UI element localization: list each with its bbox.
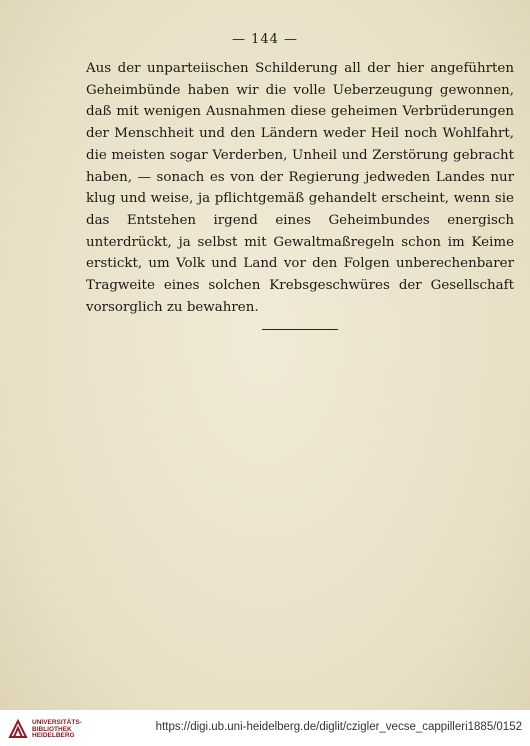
university-logo-icon (8, 719, 28, 739)
logo-text (32, 720, 82, 740)
page-number: — 144 — (231, 32, 299, 47)
source-url-link[interactable]: https://digi.ub.uni-heidelberg.de/diglit/czigler_vecse_cappilleri1885/0152 (155, 721, 522, 733)
logo-line: BIBLIOTHEK (32, 725, 72, 733)
body-paragraph: Aus der unparteiischen Schilderung all der hier angeführten Geheimbünde haben wir die volle Ueberzeugung gewonnen, daß mit wenigen Ausnahmen diese geheimen Verbrüderungen der Menschheit und den Ländern weder Heil noch Wohlfahrt, die meisten sogar Verderben, Unheil und Zerstörung gebracht haben, — sonach es von der Regierung jedweden Landes nur klug und weise, ja pflichtgemäß gehandelt erscheint, wenn sie das Entstehen irgend eines Geheimbundes energisch unterdrückt, ja selbst mit Gewaltmaßregeln schon im Keime erstickt, um Volk und Land vor den Folgen unberechenbarer Tragweite eines solchen Krebsgeschwüres der Gesellschaft vorsorglich zu bewahren. (86, 61, 514, 315)
logo-line: HEIDELBERG (32, 732, 75, 740)
logo-line: UNIVERSITÄTS- (32, 719, 82, 726)
section-divider (262, 329, 338, 330)
footer-bar (0, 710, 530, 746)
